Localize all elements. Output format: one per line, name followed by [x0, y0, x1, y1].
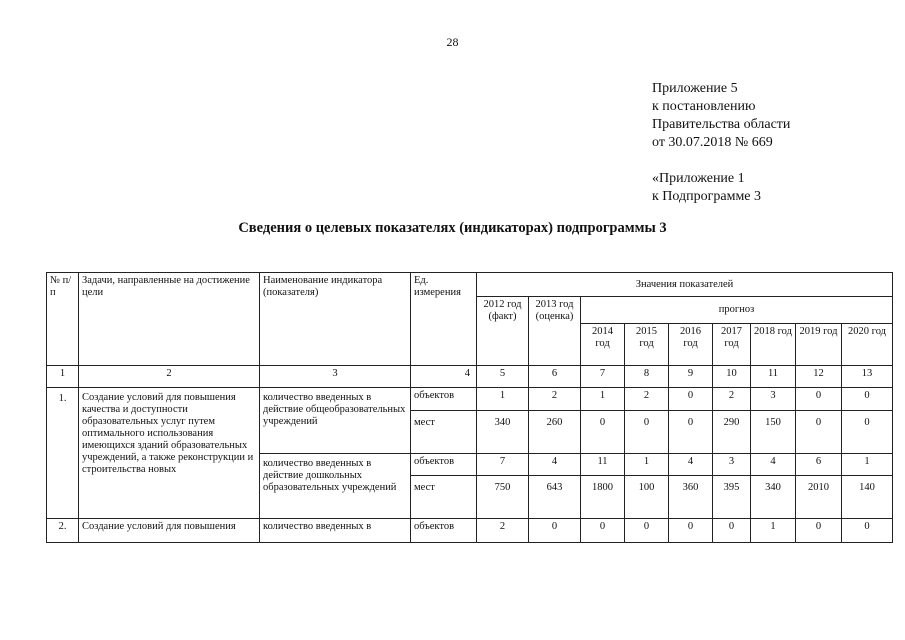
header-indicator: Наименование индикатора (показателя)	[260, 273, 411, 366]
value-cell: 1	[842, 454, 893, 476]
column-number: 12	[796, 366, 842, 388]
column-number: 3	[260, 366, 411, 388]
value-cell: 0	[796, 388, 842, 411]
indicator-name: количество введенных в	[260, 519, 411, 543]
header-year: 2017 год	[713, 324, 751, 366]
unit-cell: мест	[411, 411, 477, 454]
value-cell: 140	[842, 476, 893, 519]
appendix-ref-line: «Приложение 1	[652, 171, 745, 186]
row-number: 2.	[47, 519, 79, 543]
value-cell: 340	[477, 411, 529, 454]
unit-cell: объектов	[411, 519, 477, 543]
page-number: 28	[446, 35, 459, 49]
value-cell: 0	[669, 388, 713, 411]
value-cell: 0	[796, 519, 842, 543]
value-cell: 0	[581, 411, 625, 454]
appendix-line: к постановлению	[652, 99, 756, 114]
value-cell: 0	[669, 411, 713, 454]
value-cell: 2	[625, 388, 669, 411]
header-num: № п/п	[47, 273, 79, 366]
column-number: 10	[713, 366, 751, 388]
value-cell: 395	[713, 476, 751, 519]
value-cell: 0	[842, 411, 893, 454]
value-cell: 643	[529, 476, 581, 519]
row-number: 1.	[47, 388, 79, 519]
indicator-name: количество введенных в действие дошкольных образовательных учреждений	[260, 454, 411, 519]
header-year: 2018 год	[751, 324, 796, 366]
header-2012: 2012 год (факт)	[477, 297, 529, 366]
column-number: 9	[669, 366, 713, 388]
appendix-block	[652, 80, 790, 206]
header-year: 2019 год	[796, 324, 842, 366]
value-cell: 100	[625, 476, 669, 519]
value-cell: 3	[751, 388, 796, 411]
table-row	[47, 519, 893, 543]
value-cell: 0	[529, 519, 581, 543]
value-cell: 0	[669, 519, 713, 543]
header-unit: Ед. измерения	[411, 273, 477, 366]
value-cell: 1800	[581, 476, 625, 519]
value-cell: 4	[751, 454, 796, 476]
value-cell: 150	[751, 411, 796, 454]
value-cell: 2	[529, 388, 581, 411]
unit-cell: объектов	[411, 388, 477, 411]
appendix-line: Приложение 5	[652, 81, 738, 96]
value-cell: 0	[581, 519, 625, 543]
header-task: Задачи, направленные на достижение цели	[79, 273, 260, 366]
value-cell: 750	[477, 476, 529, 519]
column-number: 13	[842, 366, 893, 388]
indicators-table	[46, 272, 893, 543]
value-cell: 1	[581, 388, 625, 411]
value-cell: 260	[529, 411, 581, 454]
header-year: 2020 год	[842, 324, 893, 366]
header-forecast: прогноз	[581, 297, 893, 324]
value-cell: 0	[713, 519, 751, 543]
value-cell: 1	[477, 388, 529, 411]
column-number: 2	[79, 366, 260, 388]
column-number: 8	[625, 366, 669, 388]
row-task: Создание условий для повышения	[79, 519, 260, 543]
appendix-ref-line: к Подпрограмме 3	[652, 189, 762, 204]
column-number: 11	[751, 366, 796, 388]
indicator-name: количество введенных в действие общеобразовательных учреждений	[260, 388, 411, 454]
header-year: 2014 год	[581, 324, 625, 366]
value-cell: 7	[477, 454, 529, 476]
value-cell: 11	[581, 454, 625, 476]
value-cell: 290	[713, 411, 751, 454]
value-cell: 0	[796, 411, 842, 454]
column-number: 7	[581, 366, 625, 388]
value-cell: 0	[625, 411, 669, 454]
document-title: Сведения о целевых показателях (индикаторах) подпрограммы 3	[238, 220, 667, 236]
column-number: 6	[529, 366, 581, 388]
value-cell: 2	[477, 519, 529, 543]
value-cell: 0	[842, 519, 893, 543]
value-cell: 4	[669, 454, 713, 476]
value-cell: 1	[751, 519, 796, 543]
header-year: 2016 год	[669, 324, 713, 366]
value-cell: 4	[529, 454, 581, 476]
appendix-line: Правительства области	[652, 117, 791, 132]
value-cell: 6	[796, 454, 842, 476]
unit-cell: объектов	[411, 454, 477, 476]
header-year: 2015 год	[625, 324, 669, 366]
unit-cell: мест	[411, 476, 477, 519]
value-cell: 0	[842, 388, 893, 411]
value-cell: 2010	[796, 476, 842, 519]
row-task: Создание условий для повышения качества и доступности образовательных услуг путем оптимального использования имеющихся зданий образовательных учреждений, а также реконструкции и строительства новых	[79, 388, 260, 519]
value-cell: 0	[625, 519, 669, 543]
value-cell: 1	[625, 454, 669, 476]
header-2013: 2013 год (оценка)	[529, 297, 581, 366]
appendix-line: от 30.07.2018 № 669	[652, 135, 773, 150]
value-cell: 360	[669, 476, 713, 519]
header-values: Значения показателей	[477, 273, 893, 297]
value-cell: 3	[713, 454, 751, 476]
column-number: 4	[411, 366, 477, 388]
column-numbers-row	[47, 366, 893, 388]
value-cell: 2	[713, 388, 751, 411]
value-cell: 340	[751, 476, 796, 519]
column-number: 5	[477, 366, 529, 388]
table-row	[47, 388, 893, 411]
column-number: 1	[47, 366, 79, 388]
